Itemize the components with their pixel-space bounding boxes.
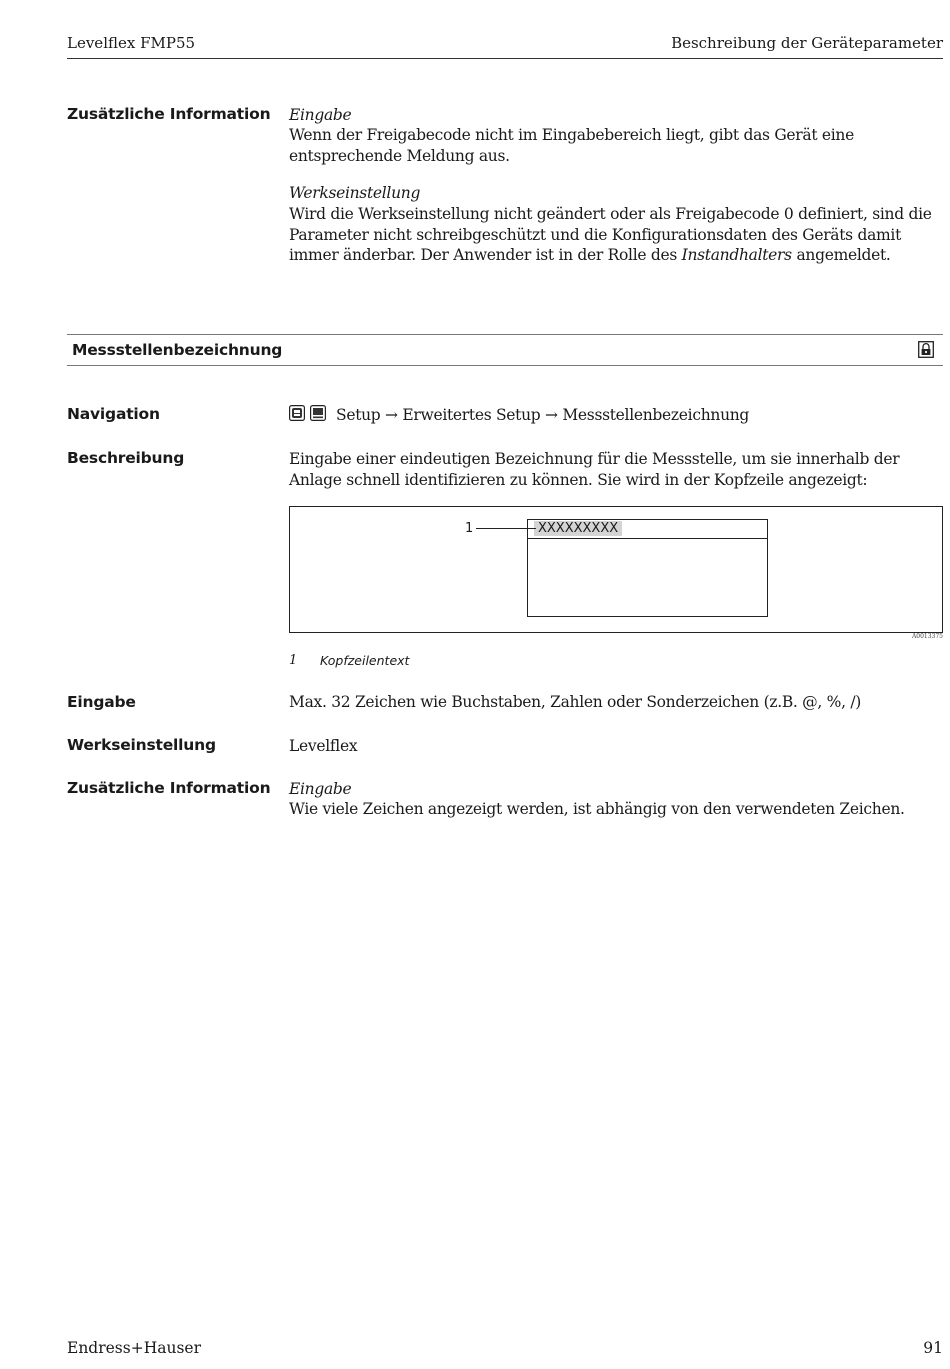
top-info-sub2-text: Wird die Werkseinstellung nicht geändert oder als Freigabecode 0 definiert, sind die Parameter nicht schreibgeschützt und die Konfigurationsdaten des Geräts damit immer änderbar. Der Anwender ist in der Rolle des Instandhalters angemeldet. [289, 205, 932, 264]
page-number: 91 [923, 1339, 943, 1357]
section-title: Messstellenbezeichnung [72, 341, 283, 359]
header-right: Beschreibung der Geräteparameter [671, 34, 943, 52]
top-info-label: Zusätzliche Information [67, 105, 271, 123]
werkseinstellung-label: Werkseinstellung [67, 736, 216, 754]
caption-number: 1 [289, 653, 298, 668]
beschreibung-text: Eingabe einer eindeutigen Bezeichnung für die Messstelle, um sie innerhalb der Anlage schnell identifizieren zu können. Sie wird in der Kopfzeile angezeigt: [289, 450, 900, 489]
eingabe-text: Max. 32 Zeichen wie Buchstaben, Zahlen oder Sonderzeichen (z.B. @, %, /) [289, 693, 861, 711]
navigation-label: Navigation [67, 405, 160, 423]
beschreibung-label: Beschreibung [67, 449, 185, 467]
display-icon [310, 405, 326, 421]
werkseinstellung-text: Levelflex [289, 737, 358, 755]
lock-icon [918, 341, 934, 358]
footer-left: Endress+Hauser [67, 1339, 201, 1357]
zusatz-label: Zusätzliche Information [67, 779, 271, 797]
figure-callout-number: 1 [465, 521, 474, 536]
navigation-path: Setup → Erweitertes Setup → Messstellenbezeichnung [336, 406, 750, 424]
zusatz-sub-title: Eingabe [289, 780, 352, 798]
caption-text: Kopfzeilentext [320, 653, 410, 668]
figure-id: A0013375 [911, 633, 943, 640]
header-left: Levelflex FMP55 [67, 34, 196, 52]
display-header-text: XXXXXXXXX [538, 521, 619, 536]
zusatz-text: Wie viele Zeichen angezeigt werden, ist abhängig von den verwendeten Zeichen. [289, 800, 905, 818]
top-info-sub1-title: Eingabe [289, 106, 352, 124]
section-rule-top [67, 334, 943, 335]
eingabe-label: Eingabe [67, 693, 136, 711]
top-info-sub1-text: Wenn der Freigabecode nicht im Eingabebereich liegt, gibt das Gerät eine entsprechende Meldung aus. [289, 126, 854, 165]
section-rule-bottom [67, 365, 943, 366]
keypad-icon [289, 405, 305, 421]
header-rule [67, 58, 943, 59]
display-header-line [527, 538, 768, 539]
top-info-sub2-title: Werkseinstellung [289, 184, 421, 202]
callout-line [476, 528, 536, 529]
